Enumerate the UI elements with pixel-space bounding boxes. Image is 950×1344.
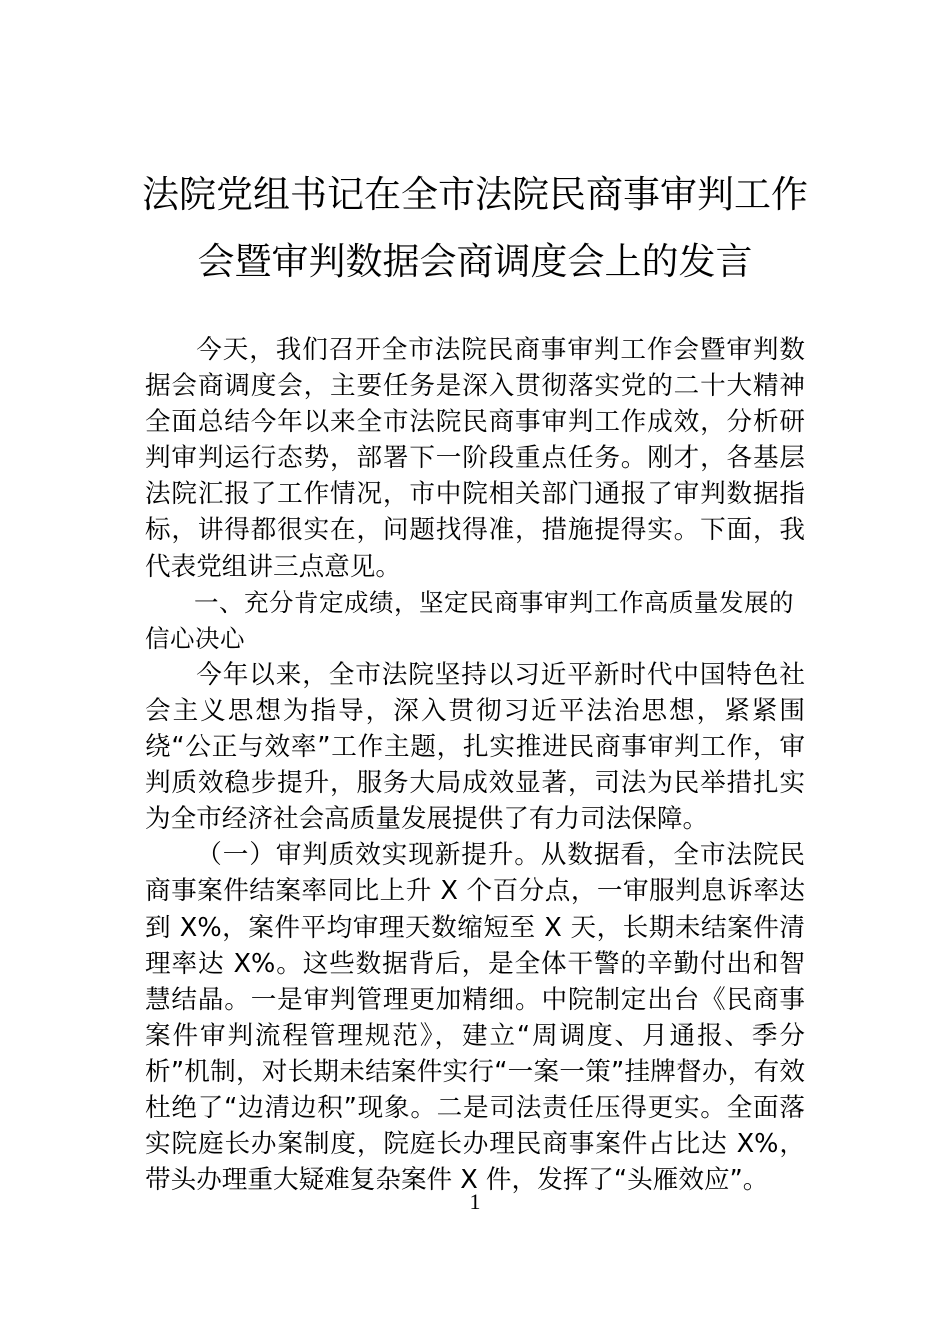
paragraph-intro: 今天，我们召开全市法院民商事审判工作会暨审判数据会商调度会，主要任务是深入贯彻落实党的二十大精神全面总结今年以来全市法院民商事审判工作成效，分析研判审判运行态势，部署下一阶段重点任务。刚才，各基层法院汇报了工作情况，市中院相关部门通报了审判数据指标，讲得都很实在，问题找得准，措施提得实。下面，我代表党组讲三点意见。 xyxy=(145,335,805,582)
paragraph-achievements: 今年以来，全市法院坚持以习近平新时代中国特色社会主义思想为指导，深入贯彻习近平法治思想，紧紧围绕“公正与效率”工作主题，扎实推进民商事审判工作，审判质效稳步提升，服务大局成效显著，司法为民举措扎实为全市经济社会高质量发展提供了有力司法保障。 xyxy=(145,659,805,835)
paragraph-subsection-1: （一）审判质效实现新提升。从数据看，全市法院民商事案件结案率同比上升 X 个百分点，一审服判息诉率达到 X%，案件平均审理天数缩短至 X 天，长期未结案件清理率达 X%。这些数据背后，是全体干警的辛勤付出和智慧结晶。一是审判管理更加精细。中院制定出台《民商事案件审判流程管理规范》，建立“周调度、月通报、季分析”机制，对长期未结案件实行“一案一策”挂牌督办，有效杜绝了“边清边积”现象。二是司法责任压得更实。全面落实院庭长办案制度，院庭长办理民商事案件占比达 X%，带头办理重大疑难复杂案件 X 件，发挥了“头雁效应”。 xyxy=(145,840,805,1196)
document-title-line-2: 会暨审判数据会商调度会上的发言 xyxy=(197,240,753,283)
section-heading-1: 一、充分肯定成绩，坚定民商事审判工作高质量发展的信心决心 xyxy=(145,587,794,653)
document-title-line-1: 法院党组书记在全市法院民商事审判工作 xyxy=(142,173,808,216)
document-body xyxy=(145,332,805,1198)
page-number: 1 xyxy=(469,1189,481,1214)
